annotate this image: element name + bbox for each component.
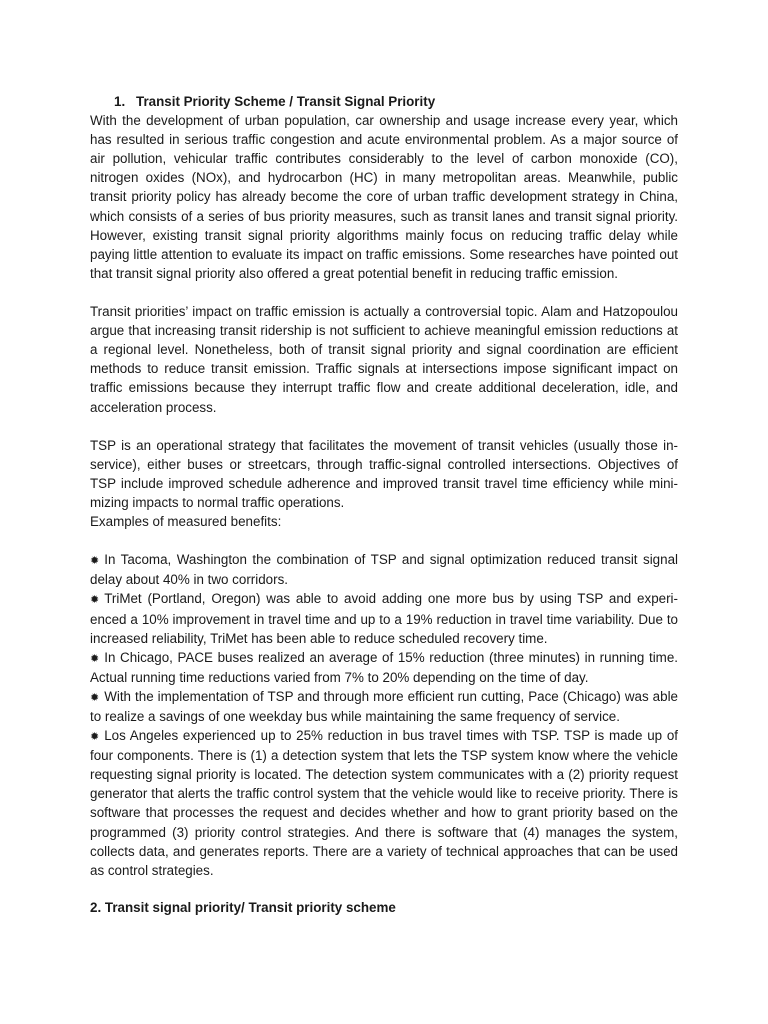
- bullet-text: With the implementation of TSP and through more efficient run cutting, Pace (Chicago) was able to realize a savings of one weekday bus while maintaining the same frequency of service.: [90, 688, 678, 724]
- bullet-icon: ✹: [90, 690, 100, 704]
- section-1-title: Transit Priority Scheme / Transit Signal Priority: [136, 94, 436, 109]
- examples-label: Examples of measured benefits:: [90, 514, 282, 530]
- bullet-item-los-angeles: [90, 726, 678, 880]
- bullet-text: Los Angeles experienced up to 25% reduction in bus travel times with TSP. TSP is made up of four components. There is (1) a detection system that lets the TSP system know where the vehicle requesting signal priority is located. The detection system communicates with a (2) priority request generator that alerts the traffic control system that the vehicle would like to receive priority. There is software that processes the request and decides whether and how to grant priority based on the programmed (3) priority control strategies. And there is software that (4) manages the system, collects data, and generates reports. There are a variety of technical approaches that can be used as control strategies.: [90, 728, 678, 878]
- bullet-text: In Tacoma, Washington the combination of TSP and signal optimization reduced transit signal delay about 40% in two corridors.: [90, 552, 678, 588]
- paragraph-gap: [90, 531, 678, 550]
- section-1-heading: [90, 92, 678, 111]
- paragraph-gap: [90, 417, 678, 436]
- bullet-icon: ✹: [90, 554, 100, 568]
- paragraph-gap: [90, 283, 678, 302]
- bullet-icon: ✹: [90, 651, 100, 665]
- paragraph-tsp-definition: TSP is an operational strategy that facilitates the movement of transit vehicles (usually those in-service), either buses or streetcars, through traffic-signal controlled intersections. Objectives of TSP include improved schedule adherence and improved transit travel time efficiency while mini-mizing impacts to normal traffic operations.: [90, 437, 678, 510]
- bullet-item-tacoma: [90, 550, 678, 589]
- paragraph-controversial-topic: Transit priorities’ impact on traffic emission is actually a controversial topic. Alam and Hatzopoulou argue that increasing transit ridership is not sufficient to achieve meaningful emission reductions at a regional level. Nonetheless, both of transit signal priority and signal coordination are efficient methods to reduce transit emission. Traffic signals at intersections impose significant impact on traffic emissions because they interrupt traffic flow and create additional deceleration, idle, and acceleration process.: [90, 304, 678, 415]
- section-2-heading: 2. Transit signal priority/ Transit priority scheme: [90, 900, 396, 915]
- bullet-icon: ✹: [90, 593, 100, 607]
- bullet-text: TriMet (Portland, Oregon) was able to avoid adding one more bus by using TSP and experi-enced a 10% improvement in travel time and up to a 19% reduction in travel time variability. Due to increased reliability, TriMet has been able to reduce scheduled recovery time.: [90, 591, 678, 646]
- bullet-icon: ✹: [90, 730, 100, 744]
- section-1-number: 1.: [114, 94, 126, 109]
- bullet-item-trimet: [90, 589, 678, 647]
- bullet-item-pace-run-cutting: [90, 687, 678, 726]
- bullet-item-chicago-pace: [90, 648, 678, 687]
- bullet-text: In Chicago, PACE buses realized an average of 15% reduction (three minutes) in running time. Actual running time reductions varied from 7% to 20% depending on the time of day.: [90, 649, 678, 685]
- paragraph-urban-emissions: With the development of urban population, car ownership and usage increase every year, which has resulted in serious traffic congestion and acute environmental problem. As a major source of air pollution, vehicular traffic contributes considerably to the level of carbon monoxide (CO), nitrogen oxides (NOx), and hydrocarbon (HC) in many metropolitan areas. Meanwhile, public transit priority policy has already become the core of urban traffic development strategy in China, which consists of a series of bus priority measures, such as transit lanes and transit signal priority. However, existing transit signal priority algorithms mainly focus on reducing traffic delay while paying little attention to evaluate its impact on traffic emissions. Some researches have pointed out that transit signal priority also offered a great potential benefit in reducing traffic emission.: [90, 113, 678, 281]
- document-page: [90, 92, 678, 915]
